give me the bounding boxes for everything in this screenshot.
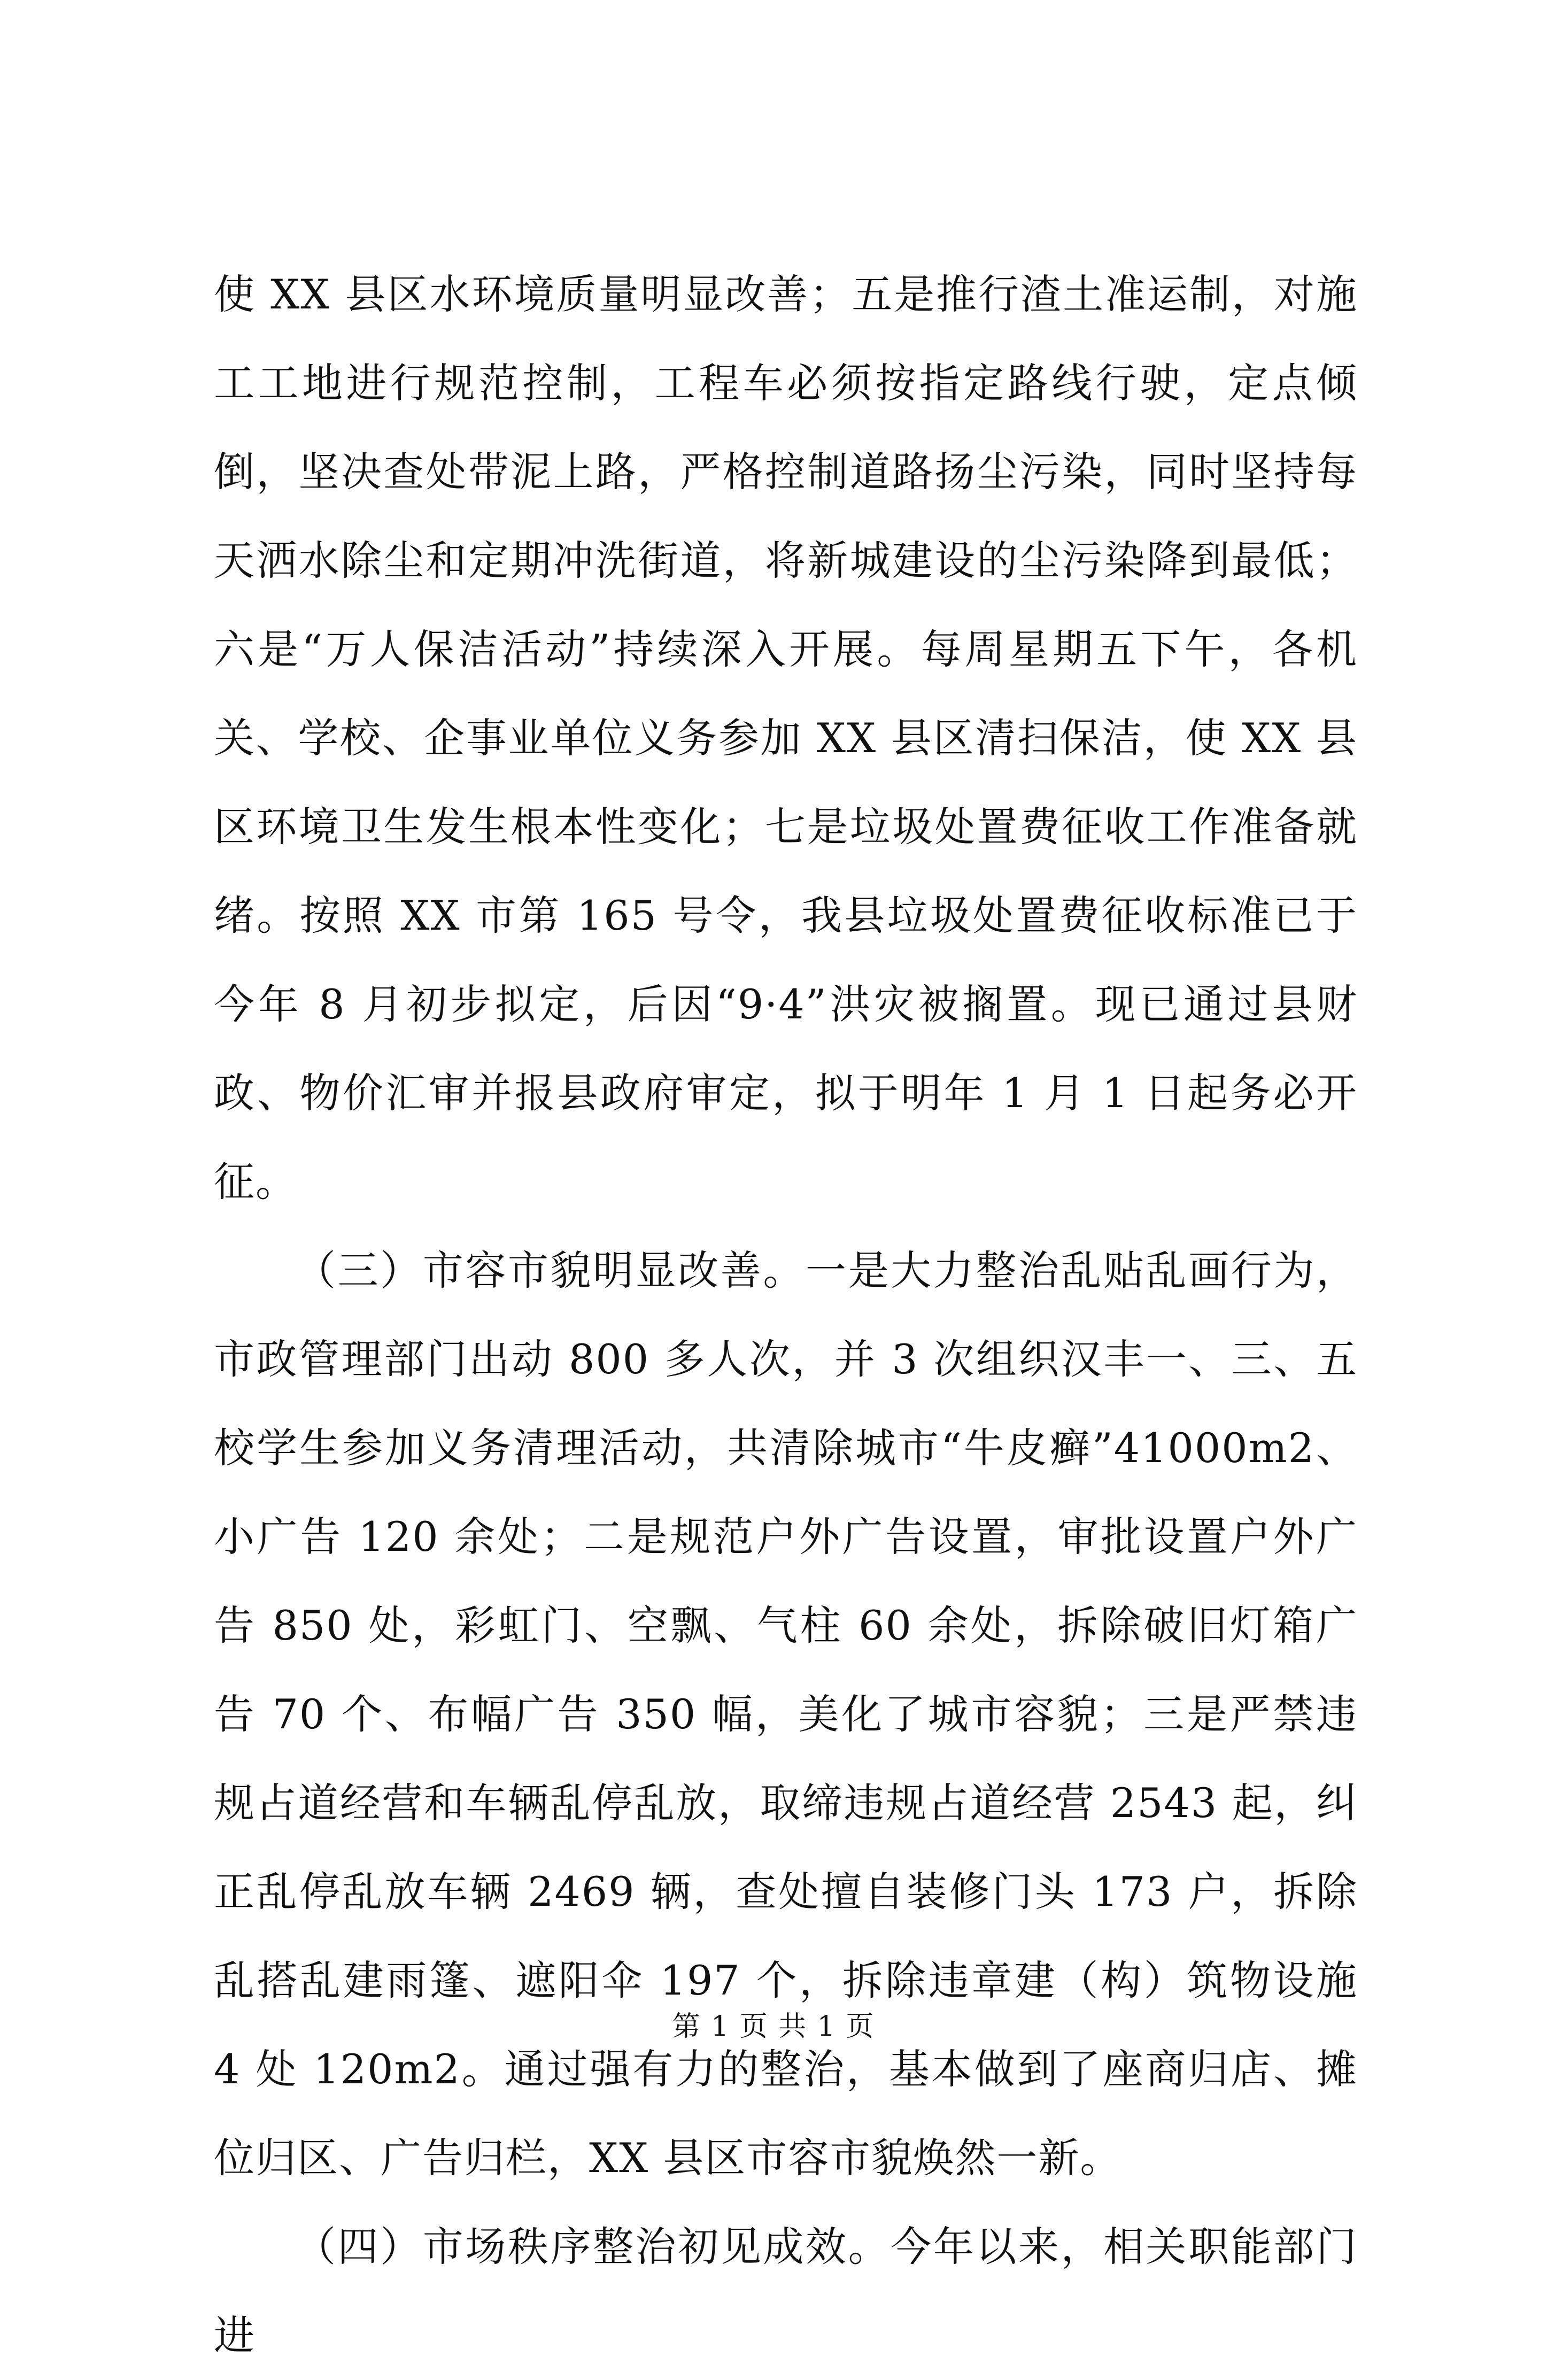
- paragraph-continuation: 使 XX 县区水环境质量明显改善；五是推行渣土准运制，对施工工地进行规范控制，工程车必须按指定路线行驶，定点倾倒，坚决查处带泥上路，严格控制道路扬尘污染，同时坚持每天洒水除尘和定期冲洗街道，将新城建设的尘污染降到最低；六是“万人保洁活动”持续深入开展。每周星期五下午，各机关、学校、企事业单位义务参加 XX 县区清扫保洁，使 XX 县区环境卫生发生根本性变化；七是垃圾处置费征收工作准备就绪。按照 XX 市第 165 号令，我县垃圾处置费征收标准已于今年 8 月初步拟定，后因“9·4”洪灾被搁置。现已通过县财政、物价汇审并报县政府审定，拟于明年 1 月 1 日起务必开征。: [214, 271, 1358, 1206]
- document-body: [214, 250, 1358, 2380]
- page-footer: 第 1 页 共 1 页: [672, 2011, 875, 2043]
- paragraph-section-four: （四）市场秩序整治初见成效。今年以来，相关职能部门进: [214, 2223, 1358, 2359]
- paragraph-section-three: （三）市容市貌明显改善。一是大力整治乱贴乱画行为，市政管理部门出动 800 多人次，并 3 次组织汉丰一、三、五校学生参加义务清理活动，共清除城市“牛皮癣”41000m2、小广告 120 余处；二是规范户外广告设置，审批设置户外广告 850 处，彩虹门、空飘、气柱 60 余处，拆除破旧灯箱广告 70 个、布幅广告 350 幅，美化了城市容貌；三是严禁违规占道经营和车辆乱停乱放，取缔违规占道经营 2543 起，纠正乱停乱放车辆 2469 辆，查处擅自装修门头 173 户，拆除乱搭乱建雨篷、遮阳伞 197 个，拆除违章建（构）筑物设施 4 处 120m2。通过强有力的整治，基本做到了座商归店、摊位归区、广告归栏，XX 县区市容市貌焕然一新。: [214, 1247, 1358, 2182]
